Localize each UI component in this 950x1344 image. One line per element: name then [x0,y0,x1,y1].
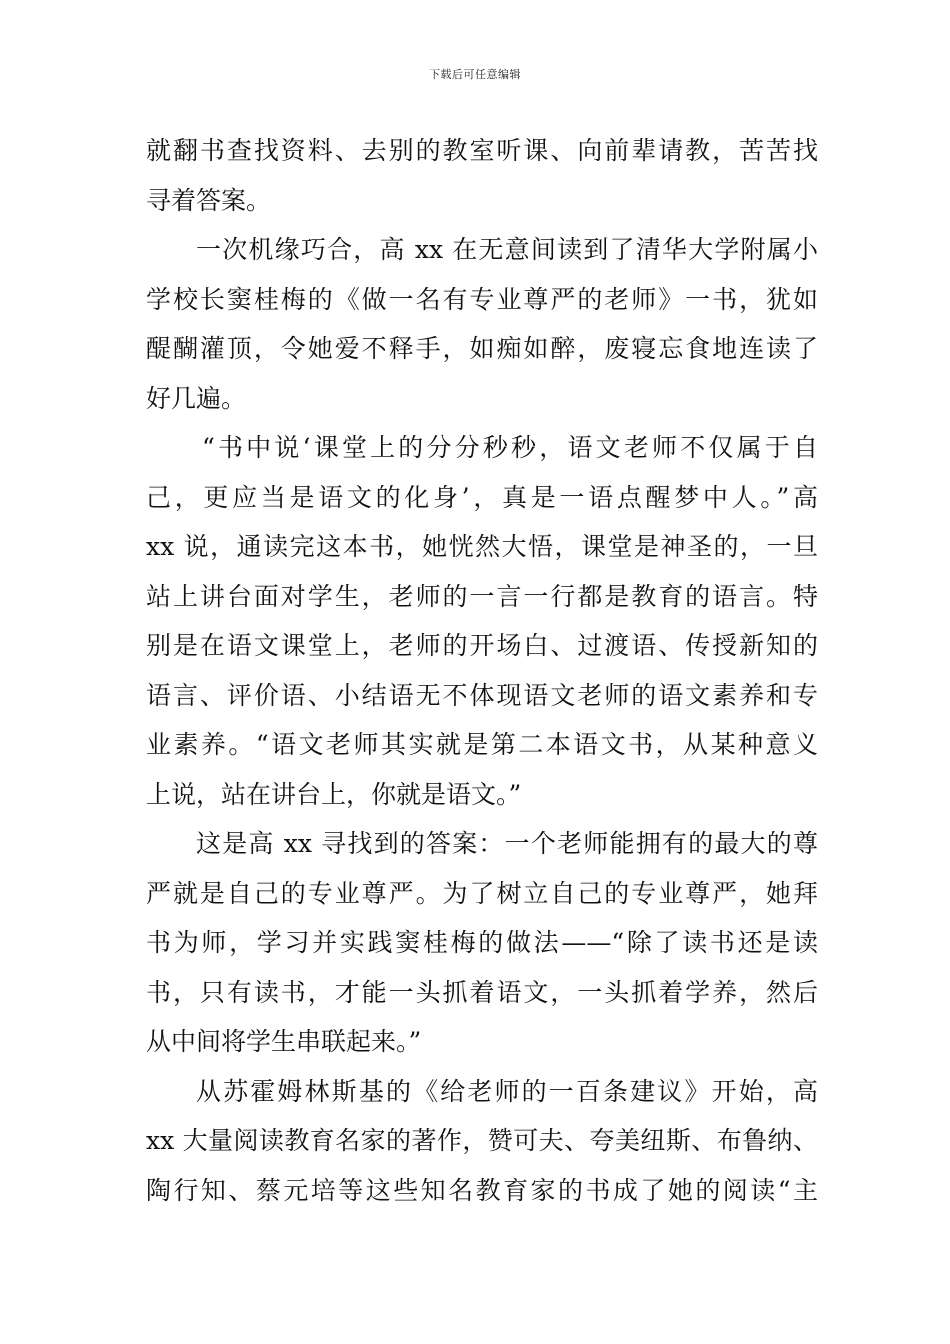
text-line: 醍醐灌顶，令她爱不释手，如痴如醉，废寝忘食地连读了 [146,334,818,363]
text-line: 语言、评价语、小结语无不体现语文老师的语文素养和专 [146,680,818,710]
text-line: 寻着答案。 [146,185,272,215]
body-text [146,126,818,1215]
text-line: 学校长窦桂梅的《做一名有专业尊严的老师》一书，犹如 [146,284,818,314]
text-line: 从苏霍姆林斯基的《给老师的一百条建议》开始，高 [196,1076,818,1106]
text-line: 从中间将学生串联起来。” [146,1027,422,1056]
text-line: 就翻书查找资料、去别的教室听课、向前辈请教，苦苦找 [146,136,818,165]
page-header-note: 下载后可任意编辑 [429,68,521,81]
text-line: “书中说‘课堂上的分分秒秒，语文老师不仅属于自 [202,433,818,462]
text-line: 严就是自己的专业尊严。为了树立自己的专业尊严，她拜 [146,878,818,908]
text-line: 站上讲台面对学生，老师的一言一行都是教育的语言。特 [146,581,818,611]
text-line: xx 说，通读完这本书，她恍然大悟，课堂是神圣的，一旦 [146,532,818,561]
text-line: 书，只有读书，才能一头抓着语文，一头抓着学养，然后 [146,977,818,1007]
text-line: 书为师，学习并实践窦桂梅的做法——“除了读书还是读 [146,928,818,957]
text-line: 别是在语文课堂上，老师的开场白、过渡语、传授新知的 [146,631,818,660]
text-line: xx 大量阅读教育名家的著作，赞可夫、夸美纽斯、布鲁纳、 [146,1126,818,1155]
text-line: 业素养。“语文老师其实就是第二本语文书，从某种意义 [146,730,818,759]
text-line: 己，更应当是语文的化身’，真是一语点醒梦中人。”高 [146,482,818,512]
text-line: 上说，站在讲台上，你就是语文。” [146,779,522,809]
text-line: 好几遍。 [146,383,247,413]
text-line: 这是高 xx 寻找到的答案：一个老师能拥有的最大的尊 [196,829,818,858]
text-line: 一次机缘巧合，高 xx 在无意间读到了清华大学附属小 [196,235,818,264]
text-line: 陶行知、蔡元培等这些知名教育家的书成了她的阅读“主 [146,1175,818,1205]
